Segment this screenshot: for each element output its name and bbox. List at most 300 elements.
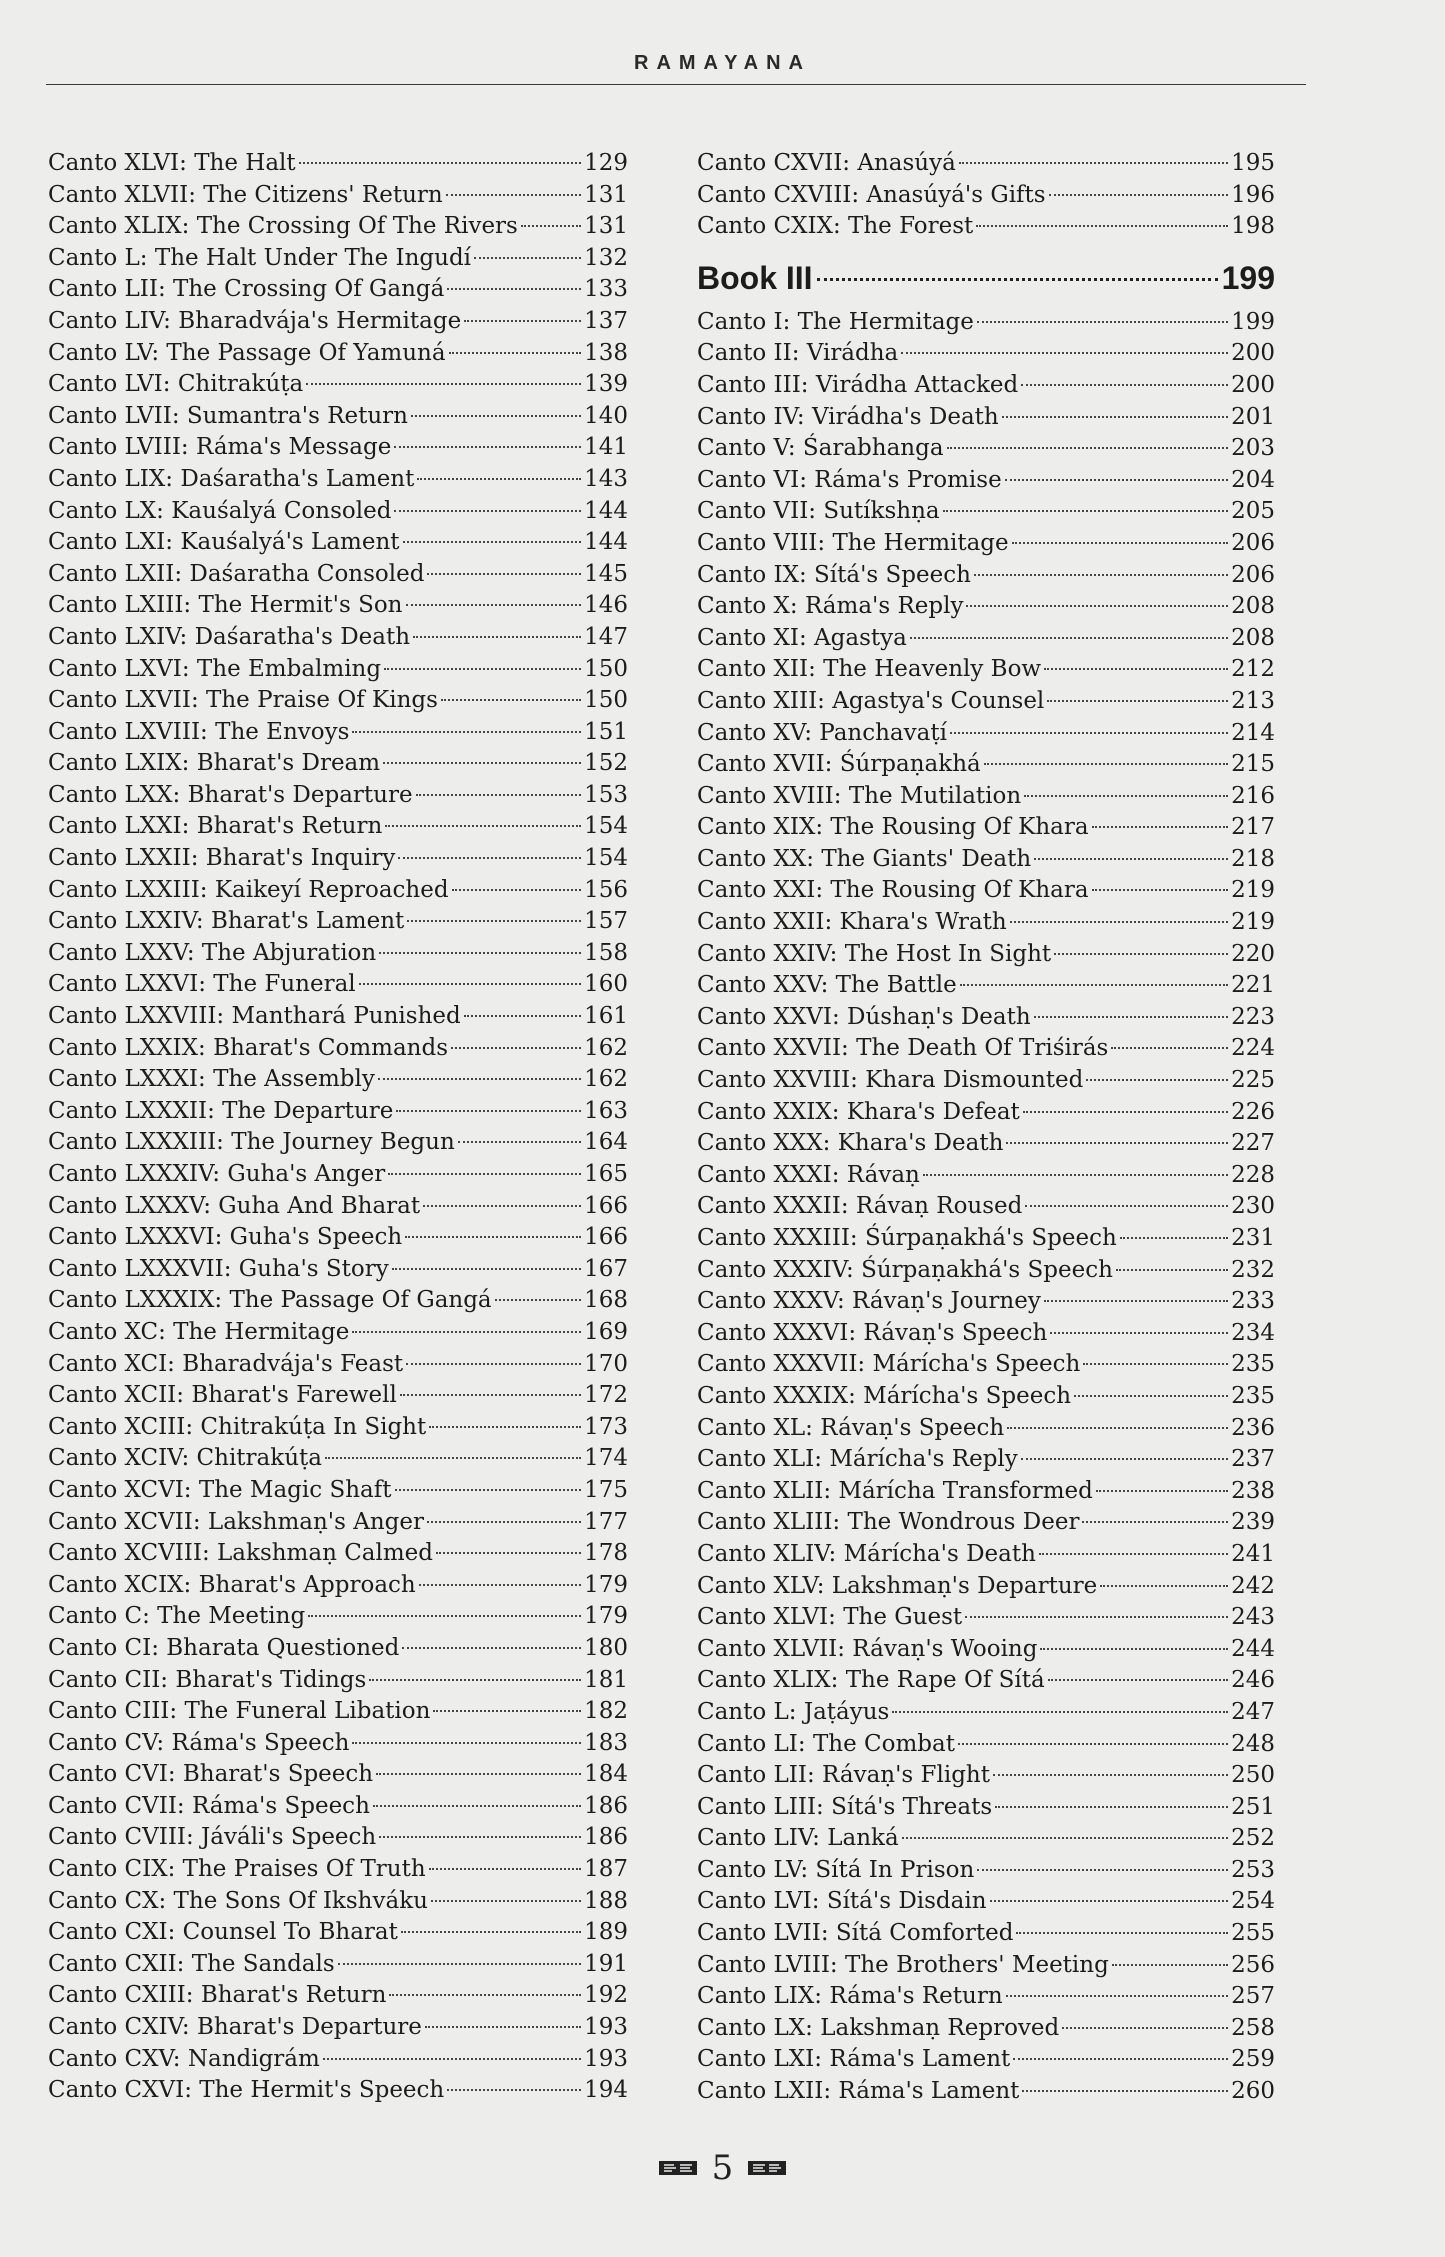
toc-entry [697,1318,1275,1350]
leader-dots [910,637,1228,639]
canto-page: 253 [1231,1856,1275,1883]
toc-entry [48,1759,628,1791]
toc-entry [697,465,1275,497]
canto-page: 161 [584,1003,628,1030]
canto-page: 162 [584,1066,628,1093]
toc-entry [697,1665,1275,1697]
canto-title: Canto XLVII: The Citizens' Return [48,181,443,208]
canto-page: 167 [584,1255,628,1282]
canto-title: Canto XCIV: Chitrakúṭa [48,1445,322,1472]
canto-page: 219 [1231,909,1275,936]
toc-entry [48,780,628,812]
toc-entry [48,622,628,654]
canto-page: 131 [584,213,628,240]
leader-dots [1086,1079,1228,1081]
toc-entry [697,1476,1275,1508]
canto-title: Canto LXII: Daśaratha Consoled [48,560,425,587]
leader-dots [394,510,581,512]
canto-title: Canto IV: Virádha's Death [697,403,999,430]
canto-title: Canto XXVIII: Khara Dismounted [697,1067,1084,1094]
canto-title: Canto XXIV: The Host In Sight [697,940,1052,967]
canto-title: Canto XCI: Bharadvája's Feast [48,1350,404,1377]
leader-dots [1006,1142,1228,1144]
leader-dots [369,1679,581,1681]
toc-entry [697,654,1275,686]
canto-page: 208 [1231,593,1275,620]
toc-entry [48,1191,628,1223]
book-heading [697,255,1275,305]
toc-entry [697,1697,1275,1729]
toc-entry [697,2044,1275,2076]
canto-page: 182 [584,1698,628,1725]
canto-title: Canto XXXIX: Márícha's Speech [697,1382,1072,1409]
leader-dots [452,889,582,891]
toc-entry [697,1097,1275,1129]
leader-dots [398,857,581,859]
canto-title: Canto LXIII: The Hermit's Son [48,592,403,619]
toc-entry [48,1349,628,1381]
canto-page: 179 [584,1603,628,1630]
canto-page: 178 [584,1540,628,1567]
canto-page: 156 [584,876,628,903]
canto-title: Canto LXII: Ráma's Lament [697,2078,1020,2105]
leader-dots [308,1615,581,1617]
leader-dots [1116,1269,1228,1271]
canto-page: 232 [1231,1256,1275,1283]
toc-entry [48,1854,628,1886]
toc-entry [48,811,628,843]
canto-title: Canto LII: Rávaṇ's Flight [697,1762,990,1789]
toc-entry [697,1918,1275,1950]
toc-entry [697,844,1275,876]
canto-title: Canto LIII: Sítá's Threats [697,1793,993,1820]
canto-title: Canto I: The Hermitage [697,308,974,335]
leader-dots [966,605,1228,607]
toc-entry [48,654,628,686]
canto-page: 139 [584,371,628,398]
canto-title: Canto XCVIII: Lakshmaṇ Calmed [48,1540,434,1567]
toc-entry [48,1412,628,1444]
canto-page: 241 [1231,1540,1275,1567]
canto-title: Canto CVIII: Jáváli's Speech [48,1824,377,1851]
leader-dots [1050,1332,1228,1334]
toc-entry [697,148,1275,180]
canto-page: 234 [1231,1319,1275,1346]
canto-title: Canto L: The Halt Under The Ingudí [48,244,472,271]
leader-dots [447,2089,581,2091]
leader-dots [379,1836,581,1838]
canto-title: Canto LXXXIX: The Passage Of Gangá [48,1287,492,1314]
canto-page: 204 [1231,466,1275,493]
toc-entry [48,464,628,496]
leader-dots [400,1394,581,1396]
leader-dots [1013,2058,1228,2060]
toc-right-bottom [697,307,1275,2108]
toc-entry [48,748,628,780]
toc-entry [48,906,628,938]
leader-dots [433,1710,581,1712]
leader-dots [373,1805,581,1807]
leader-dots [429,1868,581,1870]
leader-dots [352,1742,581,1744]
canto-page: 186 [584,1824,628,1851]
leader-dots [1074,1395,1228,1397]
canto-title: Canto LXXIX: Bharat's Commands [48,1034,448,1061]
leader-dots [1024,795,1228,797]
toc-entry [697,1413,1275,1445]
canto-title: Canto XCIX: Bharat's Approach [48,1571,416,1598]
canto-title: Canto XVII: Śúrpaṇakhá [697,751,981,778]
canto-page: 181 [584,1666,628,1693]
toc-entry [48,1475,628,1507]
toc-entry [697,180,1275,212]
canto-title: Canto LXXXVII: Guha's Story [48,1255,389,1282]
canto-page: 200 [1231,371,1275,398]
canto-page: 147 [584,623,628,650]
canto-title: Canto LIV: Bharadvája's Hermitage [48,307,462,334]
toc-entry [697,402,1275,434]
canto-title: Canto XX: The Giants' Death [697,845,1032,872]
leader-dots [449,352,582,354]
canto-page: 172 [584,1382,628,1409]
canto-title: Canto CVI: Bharat's Speech [48,1761,374,1788]
leader-dots [923,1174,1228,1176]
page-number: 5 [711,2148,734,2188]
leader-dots [1007,1427,1228,1429]
canto-page: 175 [584,1476,628,1503]
canto-page: 231 [1231,1225,1275,1251]
canto-title: Canto LXI: Kauśalyá's Lament [48,529,400,556]
leader-dots [993,1774,1228,1776]
leader-dots [447,288,581,290]
canto-title: Canto XLIV: Márícha's Death [697,1540,1036,1567]
canto-page: 177 [584,1508,628,1535]
leader-dots [396,1110,581,1112]
toc-entry [697,591,1275,623]
leader-dots [1092,889,1229,891]
toc-entry [48,1791,628,1823]
canto-page: 213 [1231,687,1275,714]
toc-entry [697,970,1275,1002]
toc-entry [697,1349,1275,1381]
toc-entry [48,843,628,875]
canto-page: 230 [1231,1193,1275,1220]
leader-dots [359,983,581,985]
canto-title: Canto LXVI: The Embalming [48,655,382,682]
canto-page: 247 [1231,1698,1275,1725]
leader-dots [413,636,581,638]
canto-title: Canto LX: Kauśalyá Consoled [48,497,392,524]
canto-title: Canto LXXVI: The Funeral [48,971,356,998]
toc-entry [48,369,628,401]
toc-entry [697,686,1275,718]
leader-dots [401,1931,581,1933]
toc-entry [697,1602,1275,1634]
leader-dots [1034,1016,1228,1018]
leader-dots [1022,2090,1228,2092]
toc-entry [48,1096,628,1128]
leader-dots [1021,1458,1228,1460]
canto-title: Canto LVIII: The Brothers' Meeting [697,1951,1109,1978]
canto-title: Canto II: Virádha [697,340,899,367]
leader-dots [464,320,581,322]
toc-entry [697,338,1275,370]
canto-title: Canto XXI: The Rousing Of Khara [697,877,1089,904]
toc-entry [48,148,628,180]
leader-dots [352,1331,581,1333]
canto-title: Canto CX: The Sons Of Ikshváku [48,1887,428,1914]
toc-entry [48,717,628,749]
canto-title: Canto CXII: The Sandals [48,1950,335,1977]
toc-entry [48,1443,628,1475]
canto-page: 179 [584,1571,628,1598]
leader-dots [995,1806,1228,1808]
toc-entry [48,1601,628,1633]
canto-title: Canto XXXIV: Śúrpaṇakhá's Speech [697,1256,1113,1283]
canto-title: Canto XLV: Lakshmaṇ's Departure [697,1572,1098,1599]
canto-page: 170 [584,1350,628,1377]
canto-page: 166 [584,1192,628,1219]
leader-dots [394,446,581,448]
canto-title: Canto LXX: Bharat's Departure [48,781,413,808]
canto-title: Canto XVIII: The Mutilation [697,782,1022,809]
toc-entry [48,401,628,433]
canto-title: Canto CXIII: Bharat's Return [48,1982,387,2009]
canto-page: 173 [584,1413,628,1440]
canto-page: 198 [1231,213,1275,240]
canto-page: 235 [1231,1351,1275,1378]
canto-page: 143 [584,465,628,492]
leader-dots [1048,1679,1228,1681]
toc-entry [697,875,1275,907]
leader-dots [1092,826,1229,828]
leader-dots [1016,1932,1228,1934]
canto-page: 192 [584,1982,628,2009]
canto-title: Canto XCII: Bharat's Farewell [48,1382,397,1409]
canto-page: 150 [584,655,628,682]
canto-page: 162 [584,1034,628,1061]
canto-title: Canto XLIII: The Wondrous Deer [697,1509,1080,1536]
canto-page: 129 [584,150,628,176]
toc-entry [697,781,1275,813]
toc-entry [697,1981,1275,2013]
toc-entry [697,1128,1275,1160]
canto-title: Canto LX: Lakshmaṇ Reproved [697,2014,1060,2041]
toc-entry [48,2075,628,2107]
toc-entry [48,1822,628,1854]
toc-entry [48,1886,628,1918]
leader-dots [976,225,1228,227]
leader-dots [425,2026,581,2028]
leader-dots [405,1236,581,1238]
toc-entry [697,560,1275,592]
book-title: Book III [697,259,813,296]
canto-title: Canto CII: Bharat's Tidings [48,1666,367,1693]
canto-page: 196 [1231,181,1275,208]
canto-page: 144 [584,497,628,524]
canto-title: Canto LI: The Combat [697,1730,955,1757]
toc-entry [697,1823,1275,1855]
toc-entry [48,1507,628,1539]
canto-page: 157 [584,908,628,935]
canto-title: Canto XV: Panchavaṭí [697,719,947,746]
toc-entry [48,1317,628,1349]
leader-dots [1096,1490,1228,1492]
leader-dots [403,541,582,543]
toc-entry [697,433,1275,465]
canto-title: Canto LXXIV: Bharat's Lament [48,908,405,935]
canto-page: 224 [1231,1035,1275,1062]
toc-entry [48,1538,628,1570]
canto-title: Canto CIX: The Praises Of Truth [48,1856,426,1883]
canto-title: Canto V: Śarabhanga [697,435,944,462]
toc-entry [48,243,628,275]
canto-title: Canto CVII: Ráma's Speech [48,1792,370,1819]
canto-title: Canto XLIX: The Crossing Of The Rivers [48,213,518,240]
toc-entry [697,1792,1275,1824]
canto-title: Canto XXVII: The Death Of Triśirás [697,1035,1109,1062]
canto-title: Canto III: Virádha Attacked [697,371,1019,398]
canto-title: Canto LXXV: The Abjuration [48,939,377,966]
canto-page: 187 [584,1856,628,1883]
toc-entry [48,180,628,212]
leader-dots [1044,1300,1228,1302]
canto-page: 248 [1231,1730,1275,1757]
canto-title: Canto XLI: Márícha's Reply [697,1446,1018,1473]
canto-page: 166 [584,1224,628,1251]
toc-entry [48,1570,628,1602]
leader-dots [458,1141,581,1143]
canto-title: Canto XCIII: Chitrakúṭa In Sight [48,1413,427,1440]
canto-title: Canto LVI: Chitrakúṭa [48,371,304,398]
leader-dots [441,699,581,701]
toc-entry [48,1064,628,1096]
canto-page: 186 [584,1792,628,1819]
canto-page: 154 [584,845,628,872]
canto-page: 145 [584,560,628,587]
canto-page: 216 [1231,782,1275,809]
canto-title: Canto LXIV: Daśaratha's Death [48,623,411,650]
leader-dots [395,1489,582,1491]
canto-page: 188 [584,1887,628,1914]
leader-dots [411,415,581,417]
toc-entry [697,1729,1275,1761]
canto-title: Canto XXVI: Dúshaṇ's Death [697,1003,1031,1030]
toc-entry [48,685,628,717]
canto-page: 225 [1231,1067,1275,1094]
toc-entry [48,969,628,1001]
canto-page: 203 [1231,435,1275,462]
canto-title: Canto CXVIII: Anasúyá's Gifts [697,181,1046,208]
canto-page: 212 [1231,656,1275,683]
canto-page: 206 [1231,561,1275,588]
toc-entry [48,875,628,907]
leader-dots [1112,1964,1228,1966]
canto-page: 144 [584,529,628,556]
canto-title: Canto LXXVIII: Manthará Punished [48,1003,461,1030]
canto-title: Canto LVII: Sítá Comforted [697,1920,1014,1947]
toc-entry [48,274,628,306]
toc-entry [697,1886,1275,1918]
page-header: RAMAYANA [634,52,811,74]
toc-entry [697,718,1275,750]
canto-title: Canto XIX: The Rousing Of Khara [697,814,1089,841]
canto-page: 254 [1231,1888,1275,1915]
canto-title: Canto XXXV: Rávaṇ's Journey [697,1288,1041,1315]
leader-dots [388,1173,581,1175]
canto-page: 242 [1231,1572,1275,1599]
canto-page: 260 [1231,2078,1275,2105]
canto-page: 221 [1231,972,1275,999]
leader-dots [959,162,1228,164]
canto-page: 164 [584,1129,628,1156]
canto-title: Canto LVII: Sumantra's Return [48,402,408,429]
leader-dots [901,352,1228,354]
canto-page: 206 [1231,529,1275,556]
canto-title: Canto LXXXII: The Departure [48,1097,394,1124]
leader-dots [1062,2027,1228,2029]
leader-dots [306,383,581,385]
canto-title: Canto LXI: Ráma's Lament [697,2046,1011,2073]
leader-dots [1005,479,1228,481]
canto-title: Canto XIII: Agastya's Counsel [697,687,1045,714]
leader-dots [385,825,581,827]
toc-entry [697,1033,1275,1065]
toc-entry [697,749,1275,781]
toc-entry [48,2012,628,2044]
canto-title: Canto LXXXI: The Assembly [48,1066,375,1093]
canto-page: 169 [584,1318,628,1345]
canto-page: 233 [1231,1288,1275,1315]
leader-dots [1040,1648,1228,1650]
canto-page: 183 [584,1729,628,1756]
canto-page: 257 [1231,1983,1275,2010]
canto-page: 163 [584,1097,628,1124]
toc-entry [697,623,1275,655]
canto-title: Canto CV: Ráma's Speech [48,1729,350,1756]
canto-title: Canto L: Jaṭáyus [697,1698,890,1725]
canto-title: Canto XCVI: The Magic Shaft [48,1476,392,1503]
book-page: 199 [1221,259,1275,296]
toc-entry [697,1286,1275,1318]
leader-dots [407,920,581,922]
toc-entry [697,1223,1275,1255]
canto-page: 200 [1231,340,1275,367]
canto-title: Canto XXIX: Khara's Defeat [697,1098,1020,1125]
canto-title: Canto LXXXV: Guha And Bharat [48,1192,421,1219]
leader-dots [416,794,582,796]
toc-entry [697,528,1275,560]
toc-entry [697,1381,1275,1413]
canto-page: 199 [1231,308,1275,335]
leader-dots [1021,384,1228,386]
canto-title: Canto XXXVII: Márícha's Speech [697,1351,1081,1378]
leader-dots [423,1205,581,1207]
toc-entry [48,590,628,622]
leader-dots [977,1869,1228,1871]
canto-page: 255 [1231,1920,1275,1947]
canto-title: Canto XXXII: Rávaṇ Roused [697,1193,1023,1220]
canto-title: Canto LV: Sítá In Prison [697,1856,975,1883]
canto-page: 223 [1231,1003,1275,1030]
canto-title: Canto LXXIII: Kaikeyí Reproached [48,876,449,903]
leader-dots [1047,700,1228,702]
canto-page: 236 [1231,1414,1275,1441]
canto-page: 214 [1231,719,1275,746]
canto-page: 140 [584,402,628,429]
leader-dots [427,1521,581,1523]
canto-page: 218 [1231,845,1275,872]
